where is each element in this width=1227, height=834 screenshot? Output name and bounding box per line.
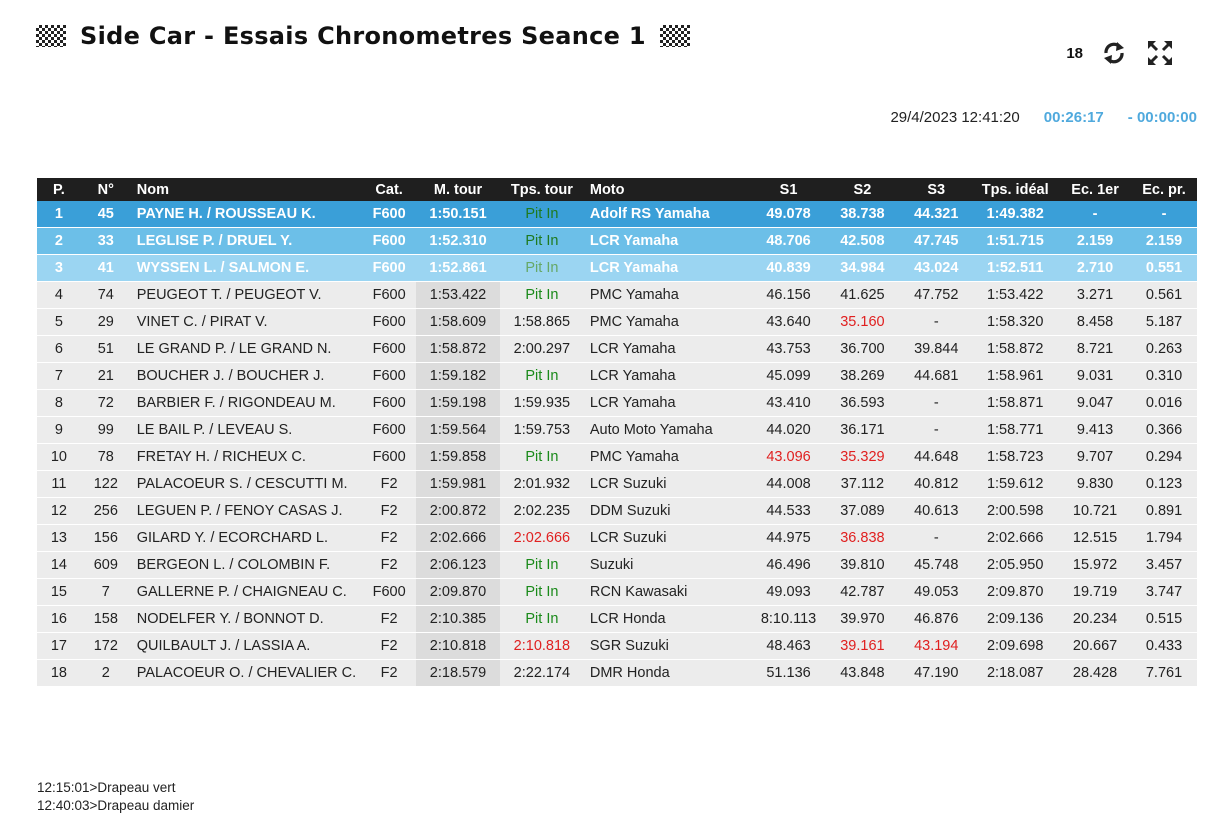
table-row[interactable] [37,336,1197,363]
column-header: Nom [131,178,362,201]
column-header: S1 [754,178,824,201]
cell-moto: LCR Yamaha [584,363,754,390]
cell-s3: 43.194 [901,633,971,660]
cell-nom: BARBIER F. / RIGONDEAU M. [131,390,362,417]
cell-ec1: 2.710 [1059,255,1131,282]
cell-cat: F2 [362,471,416,498]
cell-moto: SGR Suzuki [584,633,754,660]
column-header: Ec. pr. [1131,178,1197,201]
cell-nom: FRETAY H. / RICHEUX C. [131,444,362,471]
cell-s1: 46.496 [754,552,824,579]
cell-moto: Adolf RS Yamaha [584,201,754,228]
cell-moto: DMR Honda [584,660,754,687]
cell-cat: F600 [362,579,416,606]
cell-moto: LCR Suzuki [584,525,754,552]
cell-cat: F2 [362,606,416,633]
table-row[interactable] [37,363,1197,390]
cell-ideal: 2:18.087 [971,660,1059,687]
cell-ideal: 2:09.698 [971,633,1059,660]
cell-ideal: 2:02.666 [971,525,1059,552]
cell-tpstour: Pit In [500,201,584,228]
cell-moto: PMC Yamaha [584,282,754,309]
cell-ec1: 9.707 [1059,444,1131,471]
cell-s3: 45.748 [901,552,971,579]
table-body [37,201,1197,687]
cell-moto: RCN Kawasaki [584,579,754,606]
cell-s2: 38.738 [824,201,902,228]
table-row[interactable] [37,309,1197,336]
cell-n: 158 [81,606,131,633]
cell-ecpr: 0.294 [1131,444,1197,471]
cell-cat: F600 [362,282,416,309]
cell-ecpr: 7.761 [1131,660,1197,687]
cell-nom: LE GRAND P. / LE GRAND N. [131,336,362,363]
table-row[interactable] [37,282,1197,309]
refresh-icon[interactable] [1099,38,1129,68]
column-header: Moto [584,178,754,201]
cell-s1: 49.078 [754,201,824,228]
cell-s2: 38.269 [824,363,902,390]
cell-moto: LCR Yamaha [584,390,754,417]
cell-mtour: 1:59.981 [416,471,500,498]
cell-mtour: 1:52.310 [416,228,500,255]
cell-n: 156 [81,525,131,552]
cell-n: 256 [81,498,131,525]
cell-ecpr: 3.457 [1131,552,1197,579]
cell-ideal: 1:58.771 [971,417,1059,444]
column-header: N° [81,178,131,201]
cell-s1: 44.975 [754,525,824,552]
cell-s1: 40.839 [754,255,824,282]
cell-ec1: 12.515 [1059,525,1131,552]
cell-tpstour: 1:59.753 [500,417,584,444]
cell-s3: - [901,417,971,444]
cell-s1: 43.410 [754,390,824,417]
cell-s2: 42.787 [824,579,902,606]
cell-ec1: 8.721 [1059,336,1131,363]
cell-s1: 45.099 [754,363,824,390]
cell-nom: NODELFER Y. / BONNOT D. [131,606,362,633]
cell-s1: 48.706 [754,228,824,255]
cell-ideal: 1:52.511 [971,255,1059,282]
cell-nom: WYSSEN L. / SALMON E. [131,255,362,282]
cell-cat: F600 [362,336,416,363]
cell-p: 6 [37,336,81,363]
cell-ecpr: 0.263 [1131,336,1197,363]
cell-s2: 39.810 [824,552,902,579]
table-row[interactable] [37,255,1197,282]
cell-nom: PEUGEOT T. / PEUGEOT V. [131,282,362,309]
cell-n: 29 [81,309,131,336]
cell-mtour: 2:09.870 [416,579,500,606]
cell-mtour: 1:59.564 [416,417,500,444]
cell-s2: 41.625 [824,282,902,309]
cell-p: 8 [37,390,81,417]
table-row[interactable] [37,417,1197,444]
cell-nom: LEGLISE P. / DRUEL Y. [131,228,362,255]
cell-p: 10 [37,444,81,471]
cell-n: 7 [81,579,131,606]
cell-nom: BERGEON L. / COLOMBIN F. [131,552,362,579]
cell-nom: PALACOEUR S. / CESCUTTI M. [131,471,362,498]
cell-mtour: 1:58.872 [416,336,500,363]
cell-tpstour: 2:00.297 [500,336,584,363]
cell-ec1: 9.031 [1059,363,1131,390]
cell-n: 33 [81,228,131,255]
cell-ideal: 1:59.612 [971,471,1059,498]
cell-ideal: 2:05.950 [971,552,1059,579]
table-row[interactable] [37,606,1197,633]
cell-tpstour: Pit In [500,579,584,606]
cell-moto: PMC Yamaha [584,309,754,336]
cell-cat: F600 [362,390,416,417]
cell-mtour: 2:02.666 [416,525,500,552]
cell-s3: 47.752 [901,282,971,309]
table-row[interactable] [37,579,1197,606]
cell-ec1: 9.047 [1059,390,1131,417]
column-header: Tps. tour [500,178,584,201]
cell-mtour: 1:59.198 [416,390,500,417]
cell-s1: 43.096 [754,444,824,471]
cell-p: 13 [37,525,81,552]
cell-ec1: 15.972 [1059,552,1131,579]
cell-s1: 43.640 [754,309,824,336]
cell-cat: F600 [362,228,416,255]
cell-ecpr: 0.310 [1131,363,1197,390]
cell-ec1: 10.721 [1059,498,1131,525]
cell-nom: LE BAIL P. / LEVEAU S. [131,417,362,444]
cell-p: 18 [37,660,81,687]
column-header: Cat. [362,178,416,201]
table-row[interactable] [37,525,1197,552]
cell-mtour: 1:53.422 [416,282,500,309]
cell-n: 2 [81,660,131,687]
cell-p: 5 [37,309,81,336]
cell-mtour: 2:10.385 [416,606,500,633]
event-item: 12:40:03>Drapeau damier [37,798,195,813]
cell-p: 7 [37,363,81,390]
cell-tpstour: Pit In [500,552,584,579]
cell-ecpr: 1.794 [1131,525,1197,552]
table-row[interactable] [37,633,1197,660]
table-header-row [37,178,1197,201]
cell-p: 11 [37,471,81,498]
cell-mtour: 1:50.151 [416,201,500,228]
cell-ec1: 28.428 [1059,660,1131,687]
cell-s2: 37.112 [824,471,902,498]
checkered-flag-icon [660,25,690,47]
table-row[interactable] [37,660,1197,687]
cell-p: 17 [37,633,81,660]
cell-s2: 36.700 [824,336,902,363]
cell-p: 9 [37,417,81,444]
event-item: 12:15:01>Drapeau vert [37,780,176,795]
cell-n: 21 [81,363,131,390]
cell-cat: F2 [362,525,416,552]
cell-s2: 36.838 [824,525,902,552]
cell-ecpr: 0.561 [1131,282,1197,309]
cell-s2: 35.329 [824,444,902,471]
cell-ecpr: 0.515 [1131,606,1197,633]
top-controls [1066,38,1175,68]
cell-cat: F600 [362,201,416,228]
cell-n: 51 [81,336,131,363]
cell-nom: VINET C. / PIRAT V. [131,309,362,336]
cell-ideal: 1:58.961 [971,363,1059,390]
cell-s2: 34.984 [824,255,902,282]
cell-p: 12 [37,498,81,525]
cell-ec1: - [1059,201,1131,228]
cell-p: 2 [37,228,81,255]
cell-nom: QUILBAULT J. / LASSIA A. [131,633,362,660]
cell-nom: PALACOEUR O. / CHEVALIER C. [131,660,362,687]
cell-s1: 43.753 [754,336,824,363]
cell-ecpr: 0.123 [1131,471,1197,498]
cell-p: 1 [37,201,81,228]
cell-tpstour: 2:10.818 [500,633,584,660]
cell-s3: 49.053 [901,579,971,606]
cell-ec1: 19.719 [1059,579,1131,606]
cell-ideal: 2:09.136 [971,606,1059,633]
cell-cat: F2 [362,498,416,525]
cell-s2: 36.593 [824,390,902,417]
cell-n: 78 [81,444,131,471]
cell-n: 45 [81,201,131,228]
cell-cat: F2 [362,660,416,687]
cell-s2: 39.161 [824,633,902,660]
cell-n: 609 [81,552,131,579]
cell-n: 41 [81,255,131,282]
cell-s3: - [901,309,971,336]
cell-ideal: 1:58.872 [971,336,1059,363]
cell-tpstour: 1:58.865 [500,309,584,336]
cell-p: 4 [37,282,81,309]
cell-s1: 46.156 [754,282,824,309]
cell-ideal: 1:51.715 [971,228,1059,255]
cell-n: 122 [81,471,131,498]
cell-tpstour: 2:02.235 [500,498,584,525]
cell-ecpr: 0.433 [1131,633,1197,660]
cell-moto: Auto Moto Yamaha [584,417,754,444]
remaining-time: - 00:00:00 [1127,109,1197,126]
cell-tpstour: 2:02.666 [500,525,584,552]
cell-moto: LCR Honda [584,606,754,633]
cell-cat: F600 [362,309,416,336]
column-header: M. tour [416,178,500,201]
cell-ec1: 20.667 [1059,633,1131,660]
cell-p: 15 [37,579,81,606]
cell-cat: F600 [362,417,416,444]
cell-s1: 49.093 [754,579,824,606]
cell-ecpr: 3.747 [1131,579,1197,606]
cell-ecpr: 0.016 [1131,390,1197,417]
cell-ecpr: 0.551 [1131,255,1197,282]
current-datetime: 29/4/2023 12:41:20 [890,109,1020,126]
cell-cat: F600 [362,363,416,390]
cell-ec1: 9.830 [1059,471,1131,498]
cell-ideal: 1:49.382 [971,201,1059,228]
cell-cat: F2 [362,552,416,579]
column-header: S3 [901,178,971,201]
cell-moto: LCR Yamaha [584,228,754,255]
cell-ecpr: 2.159 [1131,228,1197,255]
column-header: S2 [824,178,902,201]
table-row[interactable] [37,444,1197,471]
fullscreen-icon[interactable] [1145,38,1175,68]
cell-ideal: 1:58.320 [971,309,1059,336]
cell-mtour: 1:59.858 [416,444,500,471]
cell-mtour: 2:18.579 [416,660,500,687]
cell-s1: 44.020 [754,417,824,444]
cell-ideal: 1:58.871 [971,390,1059,417]
checkered-flag-icon [36,25,66,47]
cell-cat: F600 [362,444,416,471]
cell-s3: - [901,525,971,552]
cell-s3: 44.321 [901,201,971,228]
cell-s1: 8:10.113 [754,606,824,633]
cell-tpstour: 2:01.932 [500,471,584,498]
cell-tpstour: Pit In [500,228,584,255]
cell-ec1: 2.159 [1059,228,1131,255]
cell-moto: DDM Suzuki [584,498,754,525]
cell-p: 16 [37,606,81,633]
cell-ideal: 2:00.598 [971,498,1059,525]
cell-nom: LEGUEN P. / FENOY CASAS J. [131,498,362,525]
cell-ec1: 9.413 [1059,417,1131,444]
cell-s2: 39.970 [824,606,902,633]
cell-ideal: 2:09.870 [971,579,1059,606]
cell-nom: BOUCHER J. / BOUCHER J. [131,363,362,390]
cell-tpstour: Pit In [500,606,584,633]
cell-ecpr: - [1131,201,1197,228]
cell-s3: 46.876 [901,606,971,633]
cell-mtour: 2:10.818 [416,633,500,660]
cell-s3: 43.024 [901,255,971,282]
table-row[interactable] [37,228,1197,255]
cell-mtour: 2:00.872 [416,498,500,525]
cell-tpstour: Pit In [500,363,584,390]
cell-ecpr: 5.187 [1131,309,1197,336]
cell-s1: 44.008 [754,471,824,498]
cell-s2: 42.508 [824,228,902,255]
cell-s3: 44.681 [901,363,971,390]
cell-s3: 39.844 [901,336,971,363]
cell-moto: LCR Yamaha [584,336,754,363]
cell-ecpr: 0.366 [1131,417,1197,444]
event-log [37,779,194,815]
table-row[interactable] [37,471,1197,498]
cell-n: 74 [81,282,131,309]
cell-mtour: 1:58.609 [416,309,500,336]
cell-moto: Suzuki [584,552,754,579]
cell-mtour: 2:06.123 [416,552,500,579]
cell-ideal: 1:53.422 [971,282,1059,309]
cell-n: 172 [81,633,131,660]
cell-cat: F2 [362,633,416,660]
cell-s3: - [901,390,971,417]
clock-row [890,109,1197,126]
table-row[interactable] [37,390,1197,417]
cell-tpstour: Pit In [500,255,584,282]
results-table [37,178,1197,687]
cell-s2: 35.160 [824,309,902,336]
cell-n: 99 [81,417,131,444]
column-header: Ec. 1er [1059,178,1131,201]
cell-tpstour: Pit In [500,444,584,471]
cell-s2: 37.089 [824,498,902,525]
cell-s3: 47.745 [901,228,971,255]
cell-cat: F600 [362,255,416,282]
cell-ec1: 3.271 [1059,282,1131,309]
cell-p: 3 [37,255,81,282]
cell-moto: PMC Yamaha [584,444,754,471]
table-row[interactable] [37,201,1197,228]
cell-ec1: 20.234 [1059,606,1131,633]
cell-tpstour: 1:59.935 [500,390,584,417]
cell-nom: GILARD Y. / ECORCHARD L. [131,525,362,552]
cell-s3: 40.812 [901,471,971,498]
competitor-count: 18 [1066,44,1083,62]
cell-moto: LCR Suzuki [584,471,754,498]
cell-tpstour: 2:22.174 [500,660,584,687]
cell-moto: LCR Yamaha [584,255,754,282]
cell-s3: 47.190 [901,660,971,687]
column-header: P. [37,178,81,201]
page-title: Side Car - Essais Chronometres Seance 1 [80,22,646,50]
title-bar [36,22,690,50]
cell-s3: 44.648 [901,444,971,471]
cell-nom: GALLERNE P. / CHAIGNEAU C. [131,579,362,606]
column-header: Tps. idéal [971,178,1059,201]
cell-mtour: 1:59.182 [416,363,500,390]
cell-mtour: 1:52.861 [416,255,500,282]
cell-tpstour: Pit In [500,282,584,309]
cell-s2: 43.848 [824,660,902,687]
cell-ec1: 8.458 [1059,309,1131,336]
cell-s2: 36.171 [824,417,902,444]
cell-nom: PAYNE H. / ROUSSEAU K. [131,201,362,228]
table-row[interactable] [37,552,1197,579]
cell-s3: 40.613 [901,498,971,525]
cell-n: 72 [81,390,131,417]
elapsed-time: 00:26:17 [1043,109,1104,126]
cell-s1: 51.136 [754,660,824,687]
cell-s1: 44.533 [754,498,824,525]
cell-ecpr: 0.891 [1131,498,1197,525]
cell-s1: 48.463 [754,633,824,660]
cell-p: 14 [37,552,81,579]
table-row[interactable] [37,498,1197,525]
cell-ideal: 1:58.723 [971,444,1059,471]
